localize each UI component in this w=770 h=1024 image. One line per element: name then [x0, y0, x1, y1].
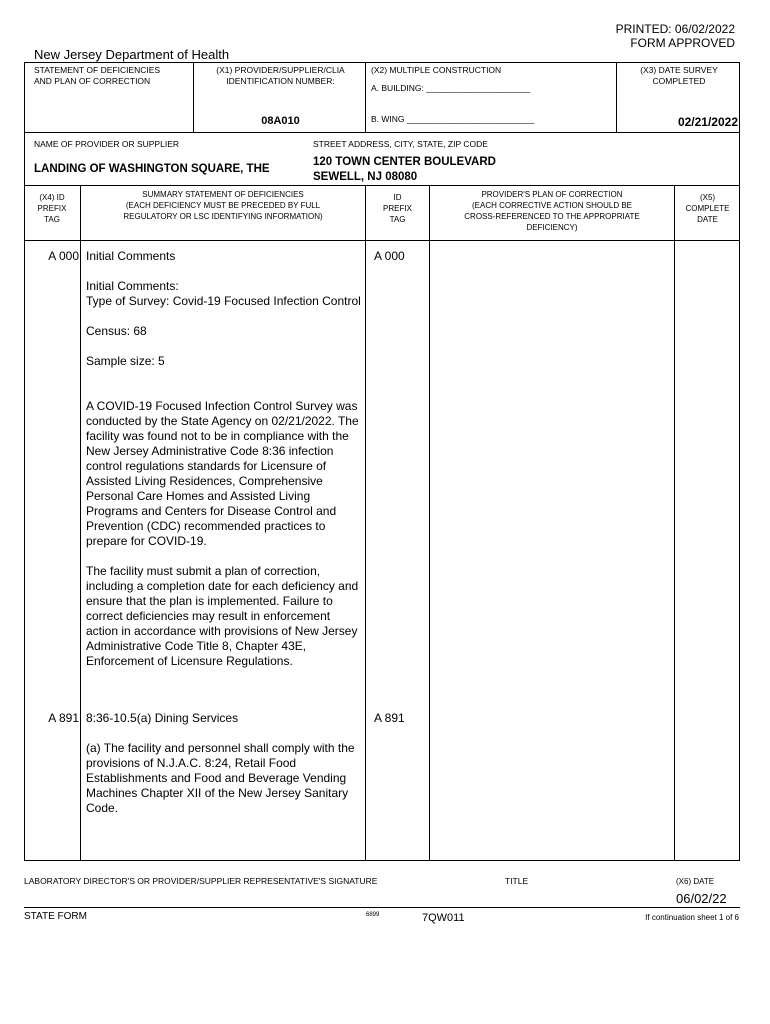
id-header: ID PREFIX TAG — [383, 193, 412, 224]
tag-a000-right: A 000 — [374, 249, 405, 263]
a891-text — [86, 711, 362, 831]
title-label: TITLE — [505, 876, 529, 886]
provider-name-label: NAME OF PROVIDER OR SUPPLIER — [34, 139, 179, 149]
initial-comments: Initial Comments: Type of Survey: Covid-19 Focused Infection Control — [86, 279, 361, 308]
dining-services-paragraph: (a) The facility and personnel shall comply with the provisions of N.J.A.C. 8:24, Retail Food Establishments and Food and Beverage Vending Machines Chapter XII of the New Jersey Sanitary Code. — [86, 741, 355, 815]
provider-name: LANDING OF WASHINGTON SQUARE, THE — [34, 163, 270, 175]
x6-label: (X6) DATE — [676, 877, 715, 886]
a000-title: Initial Comments — [86, 249, 176, 263]
address: 120 TOWN CENTER BOULEVARD SEWELL, NJ 08080 — [313, 156, 496, 183]
deficiency-text — [86, 249, 362, 684]
plan-header: PROVIDER'S PLAN OF CORRECTION (EACH CORRECTIVE ACTION SHOULD BE CROSS-REFERENCED TO THE APPROPRIATE DEFICIENCY) — [464, 190, 640, 232]
building-field: A. BUILDING: ______________________ — [371, 83, 531, 93]
print-header — [616, 22, 735, 50]
state-form-label: STATE FORM — [24, 911, 87, 922]
x4-header: (X4) ID PREFIX TAG — [37, 193, 67, 224]
tag-a891: A 891 — [48, 711, 79, 725]
x3-date-value: 02/21/2022 — [677, 115, 738, 129]
x5-header: (X5) COMPLETE DATE — [685, 193, 730, 224]
plan-paragraph: The facility must submit a plan of correction, including a completion date for each deficiency and ensure that the plan is implemented. Failure to correct deficiencies may result in enforcement action in accordance with provisions of New Jersey Administrative Code Title 8, Chapter 43E, Enforcement of Licensure Regulations. — [86, 564, 359, 668]
census: Census: 68 — [86, 324, 147, 338]
sample-size: Sample size: 5 — [86, 354, 165, 368]
tag-a891-right: A 891 — [374, 711, 405, 725]
signature-label: LABORATORY DIRECTOR'S OR PROVIDER/SUPPLIER REPRESENTATIVE'S SIGNATURE — [24, 876, 378, 886]
event-id: 7QW011 — [422, 912, 465, 924]
summary-header: SUMMARY STATEMENT OF DEFICIENCIES (EACH DEFICIENCY MUST BE PRECEDED BY FULL REGULATORY OR LSC IDENTIFYING INFORMATION) — [123, 190, 323, 221]
x3-label: (X3) DATE SURVEY COMPLETED — [640, 65, 718, 86]
survey-paragraph: A COVID-19 Focused Infection Control Survey was conducted by the State Agency on 02/21/2022. The facility was found not to be in compliance with the New Jersey Administrative Code 8:36 infection control regulations standards for Licensure of Assisted Living Residences, Comprehensive Personal Care Homes and Assisted Living Programs and Centers for Disease Control and Prevention (CDC) recommended practices to prepare for COVID-19. — [86, 399, 359, 548]
form-approved: FORM APPROVED — [630, 36, 735, 50]
wing-field: B. WING ___________________________ — [371, 114, 535, 124]
statement-label: STATEMENT OF DEFICIENCIES AND PLAN OF CORRECTION — [34, 65, 161, 86]
form-number: 6899 — [366, 912, 380, 918]
tag-a000: A 000 — [48, 249, 79, 263]
x2-label: (X2) MULTIPLE CONSTRUCTION — [371, 65, 502, 75]
x6-date-value: 06/02/22 — [676, 891, 727, 906]
x1-label: (X1) PROVIDER/SUPPLIER/CLIA IDENTIFICATION NUMBER: — [216, 65, 345, 86]
a891-title: 8:36-10.5(a) Dining Services — [86, 711, 239, 725]
address-label: STREET ADDRESS, CITY, STATE, ZIP CODE — [313, 139, 488, 149]
continuation-sheet: If continuation sheet 1 of 6 — [645, 913, 739, 922]
agency-name: New Jersey Department of Health — [34, 47, 230, 62]
printed-date: PRINTED: 06/02/2022 — [615, 22, 735, 36]
x1-value: 08A010 — [261, 115, 300, 127]
